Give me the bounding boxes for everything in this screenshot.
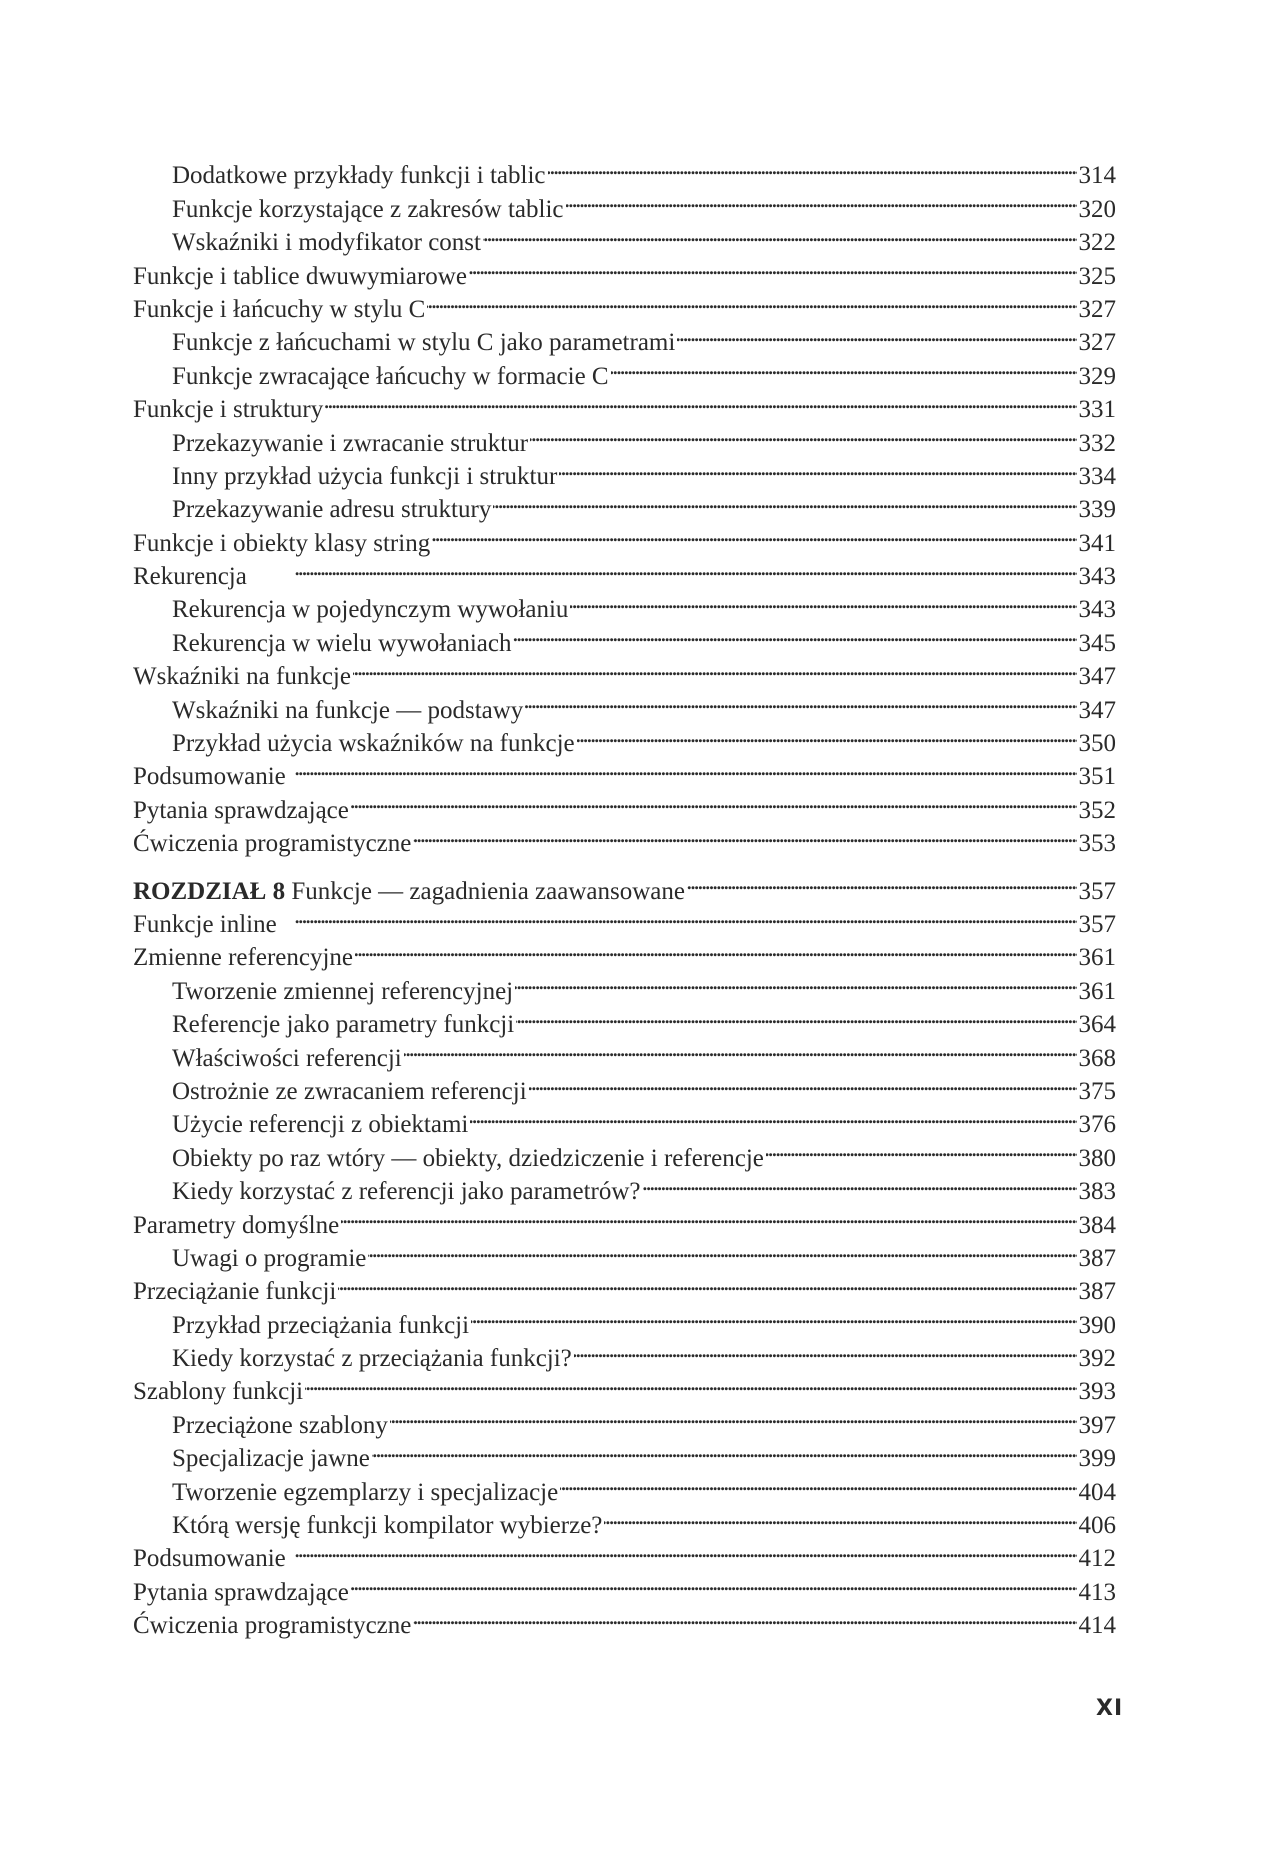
toc-page-number: 375: [1078, 1077, 1116, 1105]
toc-entry-title: [172, 1409, 388, 1442]
dot-leader: [574, 1333, 1077, 1366]
dot-leader: [513, 617, 1076, 650]
dot-leader: [341, 1199, 1076, 1232]
toc-page-number: 414: [1078, 1612, 1116, 1640]
toc-entry-label: Funkcje z łańcuchami w stylu C jako parametrami: [172, 329, 676, 357]
toc-page-number: 322: [1078, 229, 1116, 257]
toc-page-number: 376: [1078, 1111, 1116, 1139]
toc-entry-label: Przekazywanie adresu struktury: [172, 496, 492, 524]
toc-page-number: 347: [1078, 663, 1116, 691]
toc-page-number: 406: [1078, 1512, 1116, 1540]
toc-entry-label: Szablony funkcji: [133, 1378, 304, 1406]
dot-leader: [560, 1466, 1076, 1499]
toc-entry-label: Referencje jako parametry funkcji: [172, 1011, 515, 1039]
dot-leader: [559, 451, 1076, 484]
dot-leader: [604, 1500, 1076, 1533]
toc-entry[interactable]: [133, 551, 1116, 591]
dot-leader: [470, 1099, 1076, 1132]
toc-page-number: 404: [1078, 1478, 1116, 1506]
toc-entry-label: Wskaźniki na funkcje — podstawy: [172, 696, 524, 724]
toc-entry-title: [133, 1542, 286, 1575]
toc-page-number: 357: [1078, 877, 1116, 905]
dot-leader: [432, 517, 1076, 550]
toc-entry-title: [172, 1476, 558, 1509]
toc-entry[interactable]: [133, 150, 1116, 190]
dot-leader: [577, 718, 1077, 751]
toc-entry-title: [172, 1242, 366, 1275]
toc-entry-label: Kiedy korzystać z referencji jako parametrów?: [172, 1178, 641, 1206]
dot-leader: [404, 1032, 1077, 1065]
dot-leader: [766, 1132, 1077, 1165]
toc-entry-label: Inny przykład użycia funkcji i struktur: [172, 462, 558, 490]
toc-entry-title: [172, 427, 528, 460]
toc-entry-label: Funkcje i tablice dwuwymiarowe: [133, 262, 467, 290]
toc-page-number: 347: [1078, 696, 1116, 724]
toc-entry-label: Tworzenie zmiennej referencyjnej: [172, 977, 514, 1005]
dot-leader: [493, 484, 1076, 517]
toc-entry-label: Użycie referencji z obiektami: [172, 1111, 469, 1139]
toc-page-number: 353: [1078, 830, 1116, 858]
toc-page-number: 341: [1078, 529, 1116, 557]
toc-entry-title: [133, 560, 247, 593]
toc-page-number: 351: [1078, 763, 1116, 791]
toc-entry-title: [133, 1209, 339, 1242]
dot-leader: [530, 417, 1076, 450]
toc-entry-title: [133, 760, 286, 793]
toc-entry-title: [133, 794, 349, 827]
toc-page-number: 327: [1078, 295, 1116, 323]
toc-entry-label: Dodatkowe przykłady funkcji i tablic: [172, 162, 546, 190]
chapter-number: ROZDZIAŁ 8: [133, 877, 286, 905]
dot-leader: [469, 250, 1077, 283]
dot-leader: [413, 818, 1076, 851]
dot-leader: [525, 684, 1076, 717]
toc-entry-label: Rekurencja: [133, 563, 247, 591]
toc-entry-label: Funkcje — zagadnienia zaawansowane: [291, 877, 685, 905]
dot-leader: [338, 1266, 1076, 1299]
toc-entry-label: Parametry domyślne: [133, 1211, 340, 1239]
toc-page-number: 383: [1078, 1178, 1116, 1206]
toc-entry-label: Ostrożnie ze zwracaniem referencji: [172, 1077, 527, 1105]
dot-leader: [390, 1399, 1077, 1432]
toc-page-number: 329: [1078, 362, 1116, 390]
dot-leader: [677, 317, 1076, 350]
toc-entry-label: Podsumowanie: [133, 1545, 286, 1573]
toc-entry-label: Funkcje inline: [133, 910, 277, 938]
toc-page-number: 334: [1078, 462, 1116, 490]
toc-page-number: 380: [1078, 1144, 1116, 1172]
toc-page-number: 397: [1078, 1411, 1116, 1439]
dot-leader: [288, 1533, 1077, 1566]
toc-entry-title: [172, 694, 523, 727]
toc-entry-label: Obiekty po raz wtóry — obiekty, dziedziczenie i referencje: [172, 1144, 764, 1172]
toc-entry-label: Zmienne referencyjne: [133, 944, 354, 972]
toc-entry-title: [172, 326, 675, 359]
toc-entry-label: Uwagi o programie: [172, 1244, 367, 1272]
dot-leader: [372, 1433, 1077, 1466]
toc-entry[interactable]: [133, 899, 1116, 938]
page-number: XI: [1096, 1696, 1124, 1721]
toc-page-number: 384: [1078, 1211, 1116, 1239]
dot-leader: [305, 1366, 1076, 1399]
toc-entry-label: Przykład przeciążania funkcji: [172, 1311, 470, 1339]
dot-leader: [516, 999, 1076, 1032]
toc-entry-label: Rekurencja w wielu wywołaniach: [172, 629, 512, 657]
toc-entry-label: Podsumowanie: [133, 763, 286, 791]
dot-leader: [368, 1233, 1076, 1266]
dot-leader: [566, 183, 1077, 216]
dot-leader: [515, 965, 1076, 998]
toc-page-number: 392: [1078, 1345, 1116, 1373]
toc-page-number: 357: [1078, 910, 1116, 938]
dot-leader: [351, 784, 1077, 817]
toc-entry-label: Funkcje i łańcuchy w stylu C: [133, 295, 426, 323]
toc-entry-label: Ćwiczenia programistyczne: [133, 1612, 412, 1640]
toc-entry-label: Przykład użycia wskaźników na funkcje: [172, 730, 575, 758]
toc-entry-label: Właściwości referencji: [172, 1044, 402, 1072]
toc-entry-label: Rekurencja w pojedynczym wywołaniu: [172, 596, 569, 624]
toc-page-number: 352: [1078, 796, 1116, 824]
table-of-contents: [133, 150, 1116, 1640]
dot-leader: [483, 217, 1077, 250]
toc-page-number: 387: [1078, 1278, 1116, 1306]
toc-entry-label: Przekazywanie i zwracanie struktur: [172, 429, 529, 457]
toc-entry-title: [133, 827, 411, 860]
toc-page-number: 412: [1078, 1545, 1116, 1573]
toc-chapter-entry[interactable]: [133, 865, 1116, 905]
toc-entry-title: [133, 1275, 336, 1308]
toc-page-number: 327: [1078, 329, 1116, 357]
toc-entry-title: [133, 660, 351, 693]
toc-entry-title: [133, 1576, 349, 1609]
toc-page-number: 325: [1078, 262, 1116, 290]
toc-page-number: 314: [1078, 162, 1116, 190]
toc-entry-title: [133, 260, 467, 293]
toc-entry[interactable]: [133, 584, 1116, 624]
toc-entry-title: [172, 226, 481, 259]
dot-leader: [570, 584, 1076, 617]
toc-page-number: 364: [1078, 1011, 1116, 1039]
dot-leader: [353, 651, 1077, 684]
toc-page-number: 399: [1078, 1445, 1116, 1473]
toc-entry-title: [172, 593, 568, 626]
toc-page-number: 368: [1078, 1044, 1116, 1072]
toc-page-number: 331: [1078, 396, 1116, 424]
toc-entry-title: [172, 1108, 468, 1141]
toc-entry-label: Funkcje i struktury: [133, 396, 324, 424]
dot-leader: [529, 1066, 1077, 1099]
toc-page-number: 320: [1078, 195, 1116, 223]
toc-entry[interactable]: [133, 932, 1116, 972]
toc-entry-title: [172, 975, 513, 1008]
toc-entry-label: Którą wersję funkcji kompilator wybierze?: [172, 1512, 603, 1540]
toc-entry-title: [133, 908, 277, 941]
dot-leader: [325, 384, 1076, 417]
toc-entry-label: Wskaźniki i modyfikator const: [172, 229, 481, 257]
toc-entry-title: [133, 1609, 411, 1642]
dot-leader: [355, 932, 1076, 965]
toc-page-number: 350: [1078, 730, 1116, 758]
toc-entry-title: [133, 1375, 303, 1408]
toc-entry-label: Wskaźniki na funkcje: [133, 663, 351, 691]
dot-leader: [611, 350, 1077, 383]
toc-entry-title: [133, 393, 323, 426]
toc-entry-label: Specjalizacje jawne: [172, 1445, 370, 1473]
dot-leader: [279, 899, 1077, 932]
toc-page-number: 361: [1078, 944, 1116, 972]
toc-entry-label: Pytania sprawdzające: [133, 1578, 349, 1606]
dot-leader: [427, 284, 1076, 317]
toc-page-number: 387: [1078, 1244, 1116, 1272]
toc-page-number: 343: [1078, 596, 1116, 624]
dot-leader: [351, 1566, 1077, 1599]
toc-page-number: 390: [1078, 1311, 1116, 1339]
toc-entry-title: [172, 159, 546, 192]
toc-page-number: 413: [1078, 1578, 1116, 1606]
toc-entry-title: [133, 941, 353, 974]
toc-entry-label: Kiedy korzystać z przeciążania funkcji?: [172, 1345, 572, 1373]
dot-leader: [288, 751, 1077, 784]
toc-page-number: 343: [1078, 563, 1116, 591]
toc-page-number: 332: [1078, 429, 1116, 457]
toc-entry-label: Przeciążone szablony: [172, 1411, 388, 1439]
toc-entry-label: Funkcje i obiekty klasy string: [133, 529, 431, 557]
toc-entry-title: [172, 1042, 402, 1075]
dot-leader: [413, 1600, 1076, 1633]
toc-page-number: 393: [1078, 1378, 1116, 1406]
toc-entry-title: [133, 293, 425, 326]
dot-leader: [471, 1299, 1076, 1332]
toc-entry-label: Tworzenie egzemplarzy i specjalizacje: [172, 1478, 559, 1506]
toc-entry-title: [172, 1309, 469, 1342]
toc-page-number: 339: [1078, 496, 1116, 524]
toc-page-number: 361: [1078, 977, 1116, 1005]
toc-entry-label: Przeciążanie funkcji: [133, 1278, 337, 1306]
toc-page-number: 345: [1078, 629, 1116, 657]
toc-entry-label: Ćwiczenia programistyczne: [133, 830, 412, 858]
toc-entry-title: [172, 1442, 370, 1475]
dot-leader: [548, 150, 1077, 183]
dot-leader: [249, 551, 1077, 584]
toc-entry-label: Pytania sprawdzające: [133, 796, 349, 824]
toc-entry-label: Funkcje zwracające łańcuchy w formacie C: [172, 362, 609, 390]
toc-entry-label: Funkcje korzystające z zakresów tablic: [172, 195, 564, 223]
dot-leader: [643, 1166, 1077, 1199]
dot-leader: [687, 865, 1077, 898]
